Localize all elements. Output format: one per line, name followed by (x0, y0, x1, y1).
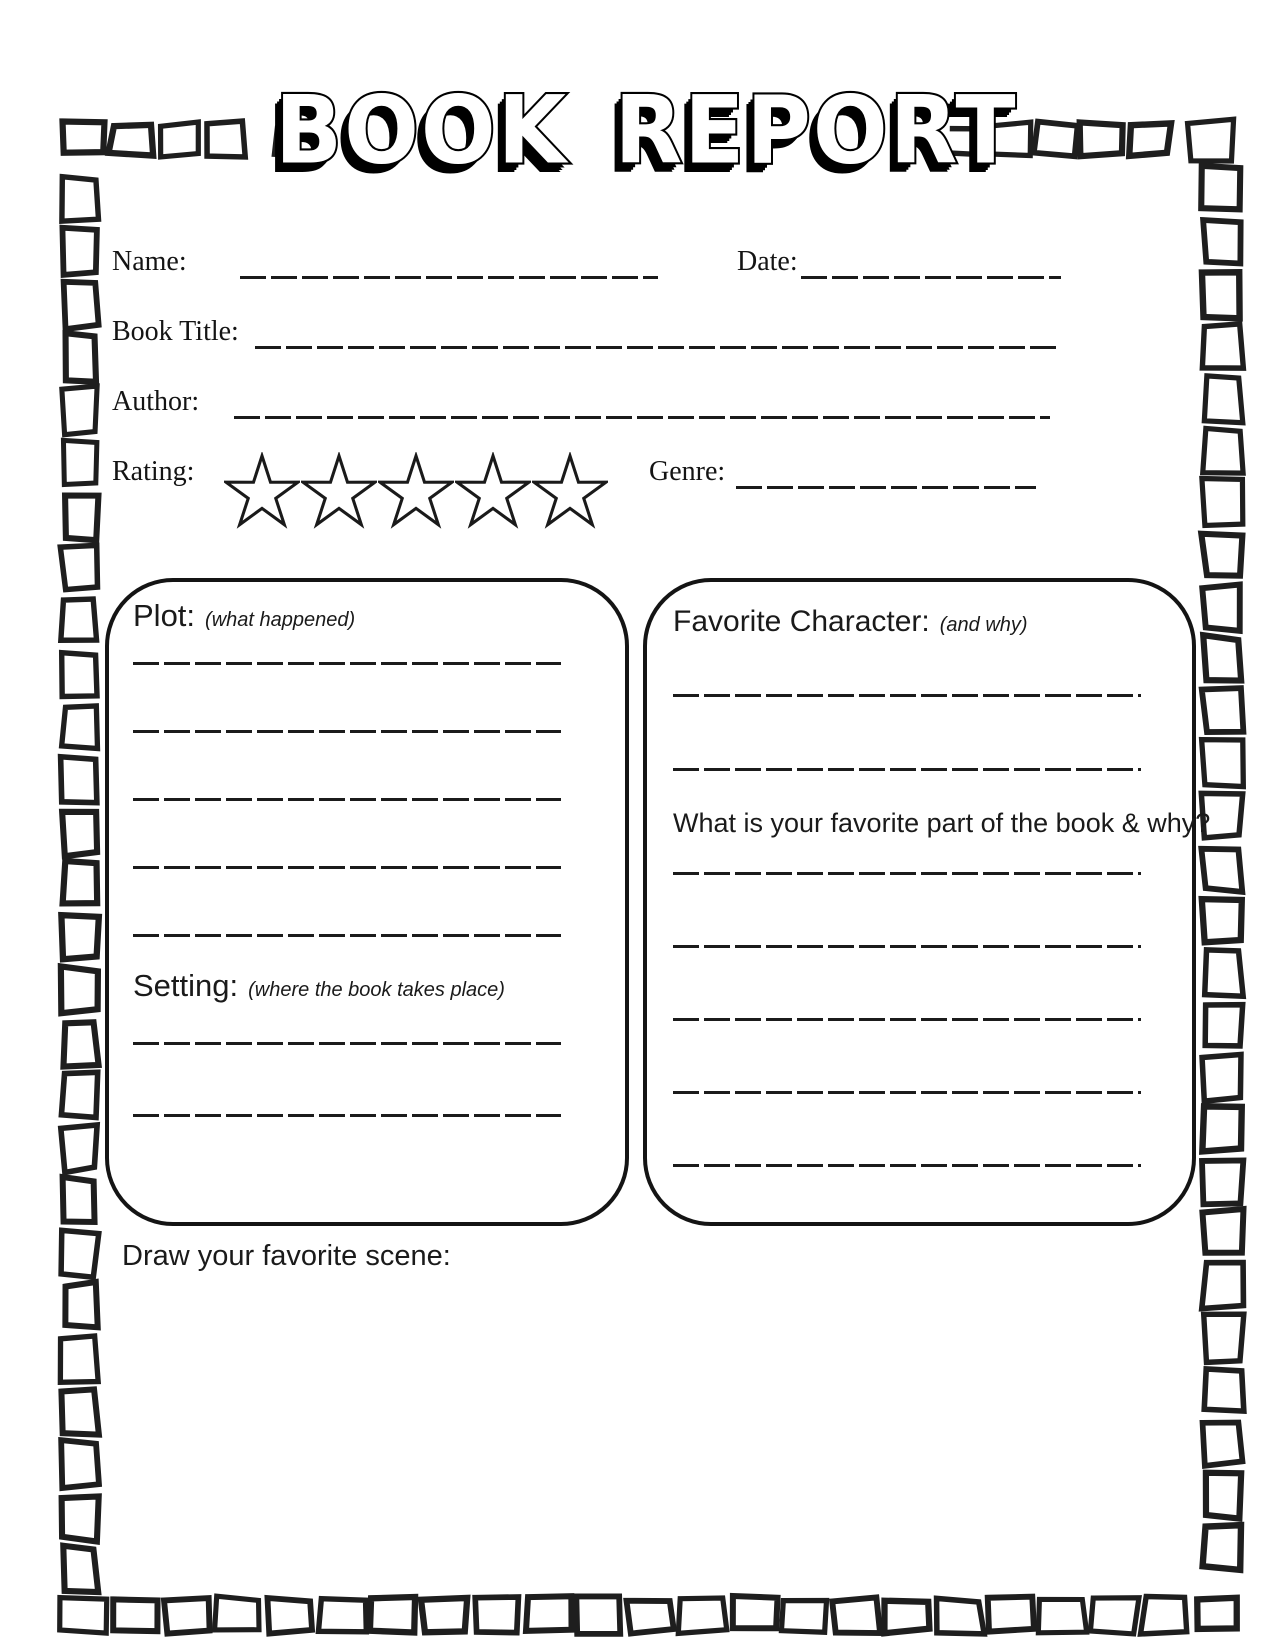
plot-hint: (what happened) (205, 609, 356, 631)
hand-drawn-square (318, 1599, 366, 1632)
hand-drawn-square (626, 1601, 673, 1634)
rating-star-icon[interactable] (301, 452, 377, 534)
hand-drawn-square (61, 915, 98, 959)
rating-star-icon[interactable] (532, 452, 608, 534)
hand-drawn-square (65, 1282, 97, 1327)
hand-drawn-square (63, 440, 96, 484)
hand-drawn-square (61, 1125, 97, 1173)
hand-drawn-square (733, 1596, 778, 1628)
hand-drawn-square (164, 1598, 210, 1633)
hand-drawn-square (576, 1596, 620, 1633)
writing-line[interactable] (133, 730, 561, 733)
rating-star-icon[interactable] (378, 452, 454, 534)
genre-field-line[interactable] (736, 486, 1036, 489)
hand-drawn-square (1203, 220, 1241, 263)
hand-drawn-square (988, 1597, 1034, 1632)
author-label: Author: (112, 386, 200, 417)
genre-label: Genre: (649, 456, 726, 487)
hand-drawn-square (1202, 1054, 1241, 1101)
hand-drawn-square (61, 1072, 97, 1117)
writing-line[interactable] (133, 662, 561, 665)
hand-drawn-square (370, 1597, 415, 1632)
hand-drawn-square (678, 1598, 726, 1633)
writing-line[interactable] (673, 1018, 1141, 1021)
date-label: Date: (737, 246, 798, 277)
hand-drawn-square (1203, 428, 1243, 473)
setting-writing-lines (133, 1042, 561, 1186)
hand-drawn-square (526, 1596, 572, 1631)
hand-drawn-square (1203, 635, 1241, 680)
hand-drawn-square (937, 1598, 985, 1633)
hand-drawn-square (61, 966, 98, 1013)
hand-drawn-square (63, 122, 105, 153)
hand-drawn-square (62, 812, 97, 856)
rating-star-icon[interactable] (224, 452, 300, 534)
hand-drawn-square (1202, 585, 1240, 631)
hand-drawn-square (60, 1598, 107, 1633)
hand-drawn-square (1201, 849, 1242, 892)
hand-drawn-square (1202, 740, 1244, 787)
hand-drawn-square (1203, 1422, 1243, 1465)
favorite-character-hint: (and why) (939, 614, 1028, 636)
setting-hint: (where the book takes place) (248, 979, 505, 1001)
hand-drawn-square (1129, 123, 1171, 156)
date-field-line[interactable] (801, 276, 1061, 279)
setting-label (133, 968, 505, 1004)
hand-drawn-square (62, 706, 98, 749)
hand-drawn-square (1205, 1005, 1242, 1046)
writing-line[interactable] (133, 934, 561, 937)
hand-drawn-square (267, 1598, 312, 1634)
name-label: Name: (112, 246, 187, 277)
plot-writing-lines (133, 662, 561, 1002)
hand-drawn-square (1038, 1599, 1086, 1632)
writing-line[interactable] (673, 768, 1141, 771)
plot-label-text: Plot: (133, 598, 196, 633)
hand-drawn-square (1202, 1209, 1243, 1253)
hand-drawn-square (63, 1177, 95, 1222)
favorite-part-question: What is your favorite part of the book & why? (673, 808, 1211, 838)
hand-drawn-square (61, 1389, 98, 1434)
hand-drawn-square (1202, 688, 1244, 732)
hand-drawn-square (1202, 1160, 1243, 1204)
hand-drawn-square (64, 282, 99, 329)
hand-drawn-square (61, 757, 97, 803)
hand-drawn-square (1204, 1314, 1244, 1362)
hand-drawn-square (63, 1022, 98, 1066)
draw-scene-label: Draw your favorite scene: (122, 1240, 451, 1272)
hand-drawn-square (1205, 950, 1243, 996)
rating-label: Rating: (112, 456, 195, 487)
hand-drawn-square (1090, 1598, 1139, 1634)
hand-drawn-square (62, 386, 97, 435)
hand-drawn-square (61, 1440, 99, 1488)
rating-star-icon[interactable] (455, 452, 531, 534)
setting-label-text: Setting: (133, 968, 239, 1003)
hand-drawn-square (781, 1600, 826, 1632)
writing-line[interactable] (133, 1042, 561, 1045)
hand-drawn-square (62, 228, 96, 275)
writing-line[interactable] (673, 1091, 1141, 1094)
writing-line[interactable] (133, 1114, 561, 1117)
hand-drawn-square (161, 122, 199, 157)
hand-drawn-square (1202, 272, 1240, 318)
favorite-character-label-text: Favorite Character: (673, 605, 930, 638)
hand-drawn-square (1204, 376, 1242, 423)
favorite-part-writing-lines (673, 872, 1141, 1237)
hand-drawn-square (109, 125, 154, 156)
hand-drawn-square (1203, 1525, 1241, 1570)
writing-line[interactable] (673, 1164, 1141, 1167)
writing-line[interactable] (673, 872, 1141, 875)
hand-drawn-square (62, 1496, 99, 1541)
drawing-area[interactable] (110, 1290, 1170, 1585)
hand-drawn-square (63, 1546, 98, 1592)
book-title-label: Book Title: (112, 316, 239, 347)
hand-drawn-square (113, 1599, 157, 1631)
hand-drawn-square (1202, 1263, 1244, 1309)
writing-line[interactable] (133, 798, 561, 801)
hand-drawn-square (63, 861, 98, 903)
plot-label (133, 598, 355, 634)
hand-drawn-square (1080, 122, 1123, 156)
hand-drawn-square (475, 1597, 518, 1633)
hand-drawn-square (1204, 1369, 1244, 1411)
hand-drawn-square (62, 653, 97, 697)
hand-drawn-square (60, 545, 97, 589)
page-title: BOOK REPORT (275, 75, 1018, 185)
hand-drawn-square (1201, 166, 1240, 209)
author-field-line[interactable] (234, 416, 1050, 419)
writing-line[interactable] (673, 945, 1141, 948)
book-title-field-line[interactable] (255, 346, 1058, 349)
hand-drawn-square (884, 1601, 929, 1634)
writing-line[interactable] (673, 694, 1141, 697)
hand-drawn-square (832, 1597, 880, 1633)
hand-drawn-square (65, 496, 98, 541)
hand-drawn-square (60, 1336, 98, 1382)
hand-drawn-square (61, 1230, 99, 1277)
hand-drawn-square (1202, 479, 1243, 526)
hand-drawn-square (1141, 1596, 1187, 1633)
hand-drawn-square (1188, 119, 1234, 161)
hand-drawn-square (1202, 1106, 1241, 1151)
rating-stars (224, 452, 608, 534)
hand-drawn-square (421, 1598, 467, 1632)
hand-drawn-square (1202, 899, 1242, 942)
hand-drawn-square (215, 1596, 259, 1630)
favorite-character-label (673, 605, 1028, 639)
hand-drawn-square (207, 121, 245, 157)
hand-drawn-square (1034, 122, 1078, 157)
writing-line[interactable] (133, 866, 561, 869)
name-field-line[interactable] (240, 276, 658, 279)
hand-drawn-square (1202, 324, 1243, 368)
hand-drawn-square (66, 333, 96, 382)
hand-drawn-square (61, 599, 97, 640)
hand-drawn-square (1201, 534, 1242, 576)
hand-drawn-square (1197, 1598, 1237, 1629)
hand-drawn-square (62, 177, 99, 221)
hand-drawn-square (1206, 1473, 1241, 1519)
